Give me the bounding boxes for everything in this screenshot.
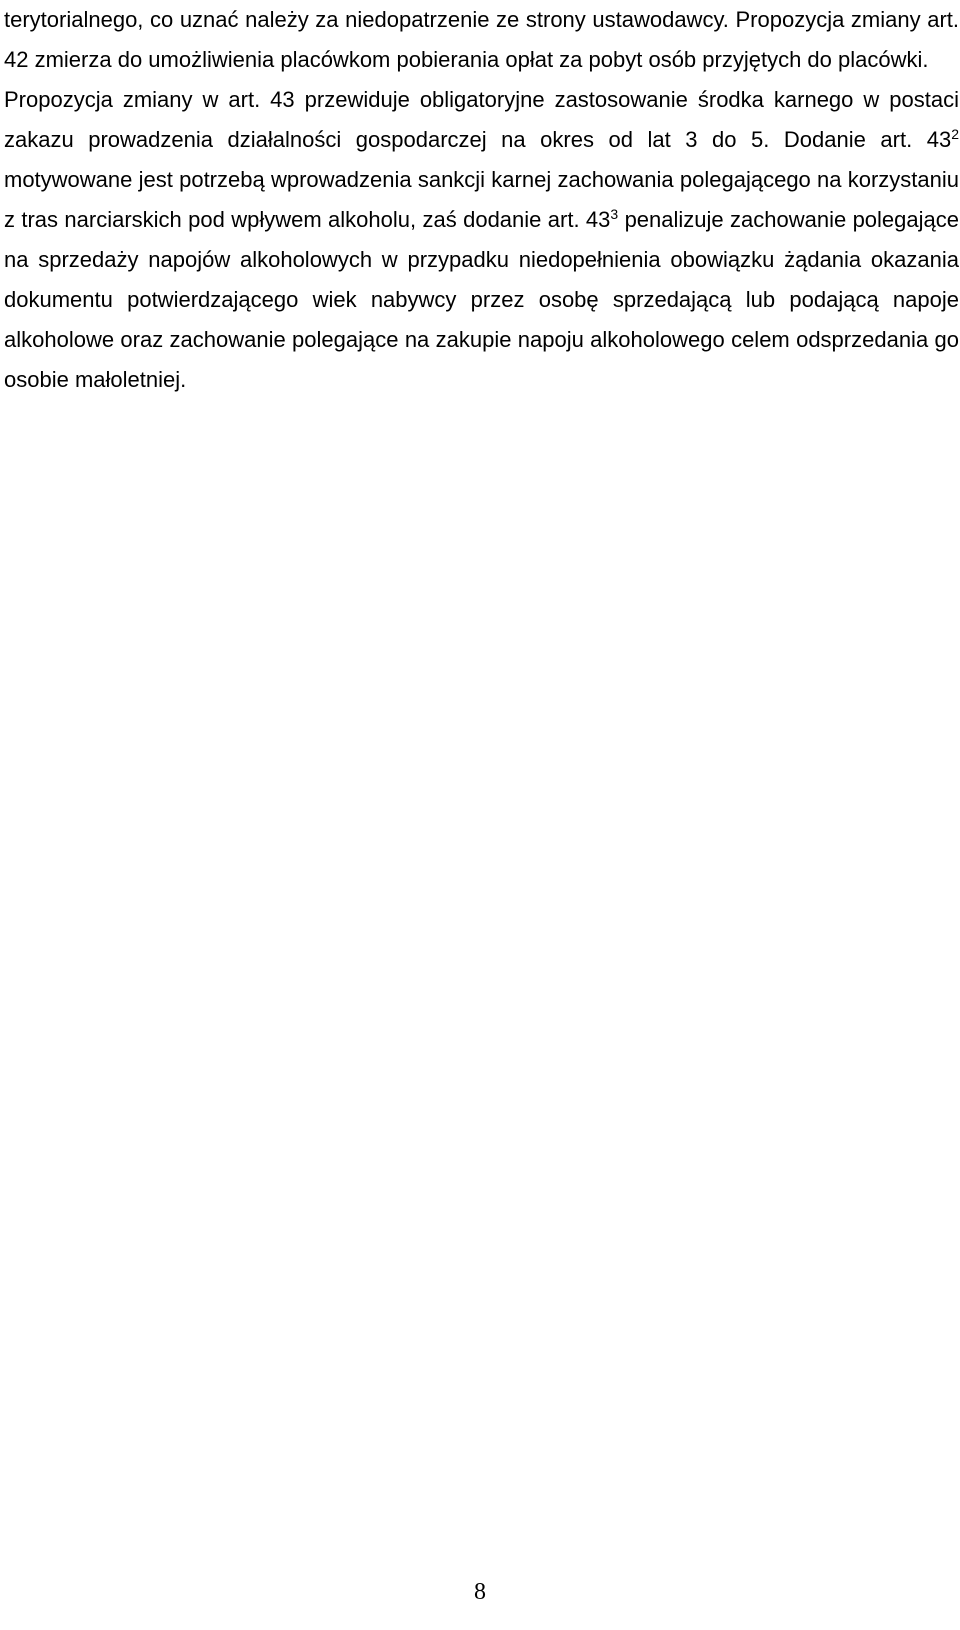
paragraph-2-part-2: motywowane jest potrzebą wprowadzenia sankcji karnej zachowania polegającego na korzystaniu z tras narciarskich pod wpływem alkoholu, zaś dodanie art. 43	[4, 167, 959, 232]
paragraph-2-part-1: Propozycja zmiany w art. 43 przewiduje obligatoryjne zastosowanie środka karnego w postaci zakazu prowadzenia działalności gospodarczej na okres od lat 3 do 5. Dodanie art. 43	[4, 87, 959, 152]
paragraph-1: terytorialnego, co uznać należy za niedopatrzenie ze strony ustawodawcy. Propozycja zmiany art. 42 zmierza do umożliwienia placówkom pobierania opłat za pobyt osób przyjętych do placówki.	[4, 7, 959, 72]
superscript-2: 2	[951, 126, 959, 142]
paragraph-2-part-3: penalizuje zachowanie polegające na sprzedaży napojów alkoholowych w przypadku niedopełnienia obowiązku żądania okazania dokumentu potwierdzającego wiek nabywcy przez osobę sprzedającą lub podającą napoje alkoholowe oraz zachowanie polegające na zakupie napoju alkoholowego celem odsprzedania go osobie małoletniej.	[4, 207, 959, 392]
superscript-3: 3	[610, 206, 619, 222]
page-number: 8	[474, 1579, 486, 1605]
document-body	[4, 0, 959, 400]
paragraph-2	[4, 80, 959, 400]
